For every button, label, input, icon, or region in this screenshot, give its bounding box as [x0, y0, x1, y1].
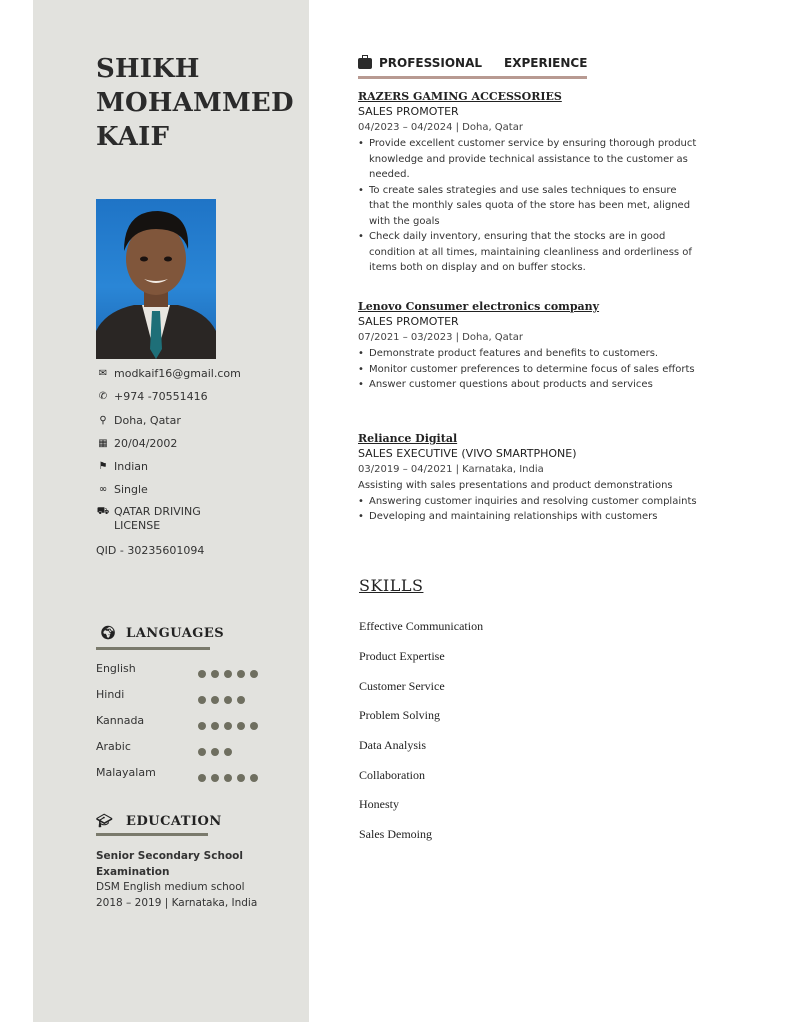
job-bullet: • Answer customer questions about products and services: [358, 377, 698, 393]
skill-item: Customer Service: [359, 679, 445, 693]
job-dates: 07/2021 – 03/2023 | Doha, Qatar: [358, 332, 523, 343]
job-bullets: [358, 136, 698, 276]
job-entry: [358, 89, 698, 276]
skills-heading: SKILLS: [359, 576, 424, 595]
rating-dots: [198, 665, 263, 683]
rating-dots: [198, 717, 263, 735]
job-bullets: [358, 494, 698, 525]
experience-rule: [358, 76, 587, 79]
job-company: Lenovo Consumer electronics company: [358, 300, 600, 313]
language-row: English: [96, 662, 266, 678]
education-rule: [96, 833, 208, 836]
languages-rule: [96, 647, 210, 650]
person-portrait-icon: [96, 199, 216, 359]
language-row: Arabic: [96, 740, 266, 756]
contact-phone: ✆ +974 -70551416: [96, 390, 208, 404]
location-pin-icon: ⚲: [99, 415, 107, 426]
contact-qid: QID - 30235601094: [96, 544, 205, 557]
job-dates: 04/2023 – 04/2024 | Doha, Qatar: [358, 122, 523, 133]
contact-birthdate: ▦ 20/04/2002: [96, 437, 177, 451]
job-intro: Assisting with sales presentations and product demonstrations: [358, 480, 673, 491]
job-bullet: • Monitor customer preferences to determine focus of sales efforts: [358, 362, 698, 378]
language-row: Malayalam: [96, 766, 266, 782]
skill-item: Effective Communication: [359, 619, 484, 633]
skill-item: Product Expertise: [359, 649, 445, 663]
job-role: SALES PROMOTER: [358, 315, 459, 328]
rating-dots: [198, 769, 263, 787]
education-heading: 🎓︎ EDUCATION: [96, 814, 222, 829]
job-bullet: • Check daily inventory, ensuring that the stocks are in good condition at all times, maintaining cleanliness and orderliness of items both on display and on buffer stocks.: [358, 229, 698, 276]
job-dates: 03/2019 – 04/2021 | Karnataka, India: [358, 464, 544, 475]
job-company: Reliance Digital: [358, 432, 458, 445]
name-line: SHIKH: [96, 54, 200, 84]
job-bullet: • To create sales strategies and use sales techniques to ensure that the monthly sales quota of the store has been met, aligned with the goals: [358, 183, 698, 230]
education-school: DSM English medium school: [96, 881, 245, 893]
briefcase-icon: [358, 58, 372, 69]
skill-item: Data Analysis: [359, 738, 426, 752]
contact-email: ✉ modkaif16@gmail.com: [96, 367, 241, 381]
job-bullet: • Developing and maintaining relationships with customers: [358, 509, 698, 525]
job-entry: [358, 299, 698, 393]
education-dates: 2018 – 2019 | Karnataka, India: [96, 896, 258, 909]
experience-heading: PROFESSIONAL EXPERIENCE: [358, 56, 587, 70]
job-role: SALES PROMOTER: [358, 105, 459, 118]
phone-icon: ✆: [98, 391, 108, 402]
job-bullet: • Demonstrate product features and benefits to customers.: [358, 346, 698, 362]
flag-icon: ⚑: [98, 461, 108, 472]
skill-item: Problem Solving: [359, 708, 441, 722]
contact-nationality: ⚑ Indian: [96, 460, 148, 474]
job-bullets: [358, 346, 698, 393]
contact-location: ⚲ Doha, Qatar: [96, 414, 181, 428]
candidate-name: [96, 52, 301, 154]
contact-marital-status: ∞ Single: [96, 483, 148, 497]
skill-item: Collaboration: [359, 768, 425, 782]
job-entry: [358, 431, 698, 525]
car-icon: ⛟: [96, 506, 110, 517]
language-row: Kannada: [96, 714, 266, 730]
graduation-cap-icon: 🎓︎: [96, 814, 114, 829]
rating-dots: [198, 691, 250, 709]
education-entry: [96, 849, 296, 911]
globe-icon: 🌍︎: [100, 626, 118, 641]
languages-heading: 🌍︎ LANGUAGES: [100, 626, 225, 641]
job-bullet: • Provide excellent customer service by ensuring thorough product knowledge and provide technical assistance to the customer as needed.: [358, 136, 698, 183]
rating-dots: [198, 743, 237, 761]
job-role: SALES EXECUTIVE (VIVO SMARTPHONE): [358, 447, 577, 460]
job-bullet: • Answering customer inquiries and resolving customer complaints: [358, 494, 698, 510]
calendar-icon: ▦: [98, 438, 108, 449]
language-row: Hindi: [96, 688, 266, 704]
contact-license: ⛟ QATAR DRIVING LICENSE: [96, 505, 201, 532]
job-company: RAZERS GAMING ACCESSORIES: [358, 90, 562, 103]
profile-photo: [96, 199, 216, 359]
name-line: KAIF: [96, 122, 170, 152]
skill-item: Sales Demoing: [359, 827, 432, 841]
envelope-icon: ✉: [98, 368, 108, 379]
education-degree: Senior Secondary School Examination: [96, 850, 243, 878]
skill-item: Honesty: [359, 797, 399, 811]
rings-icon: ∞: [98, 484, 108, 495]
name-line: MOHAMMED: [96, 88, 294, 118]
